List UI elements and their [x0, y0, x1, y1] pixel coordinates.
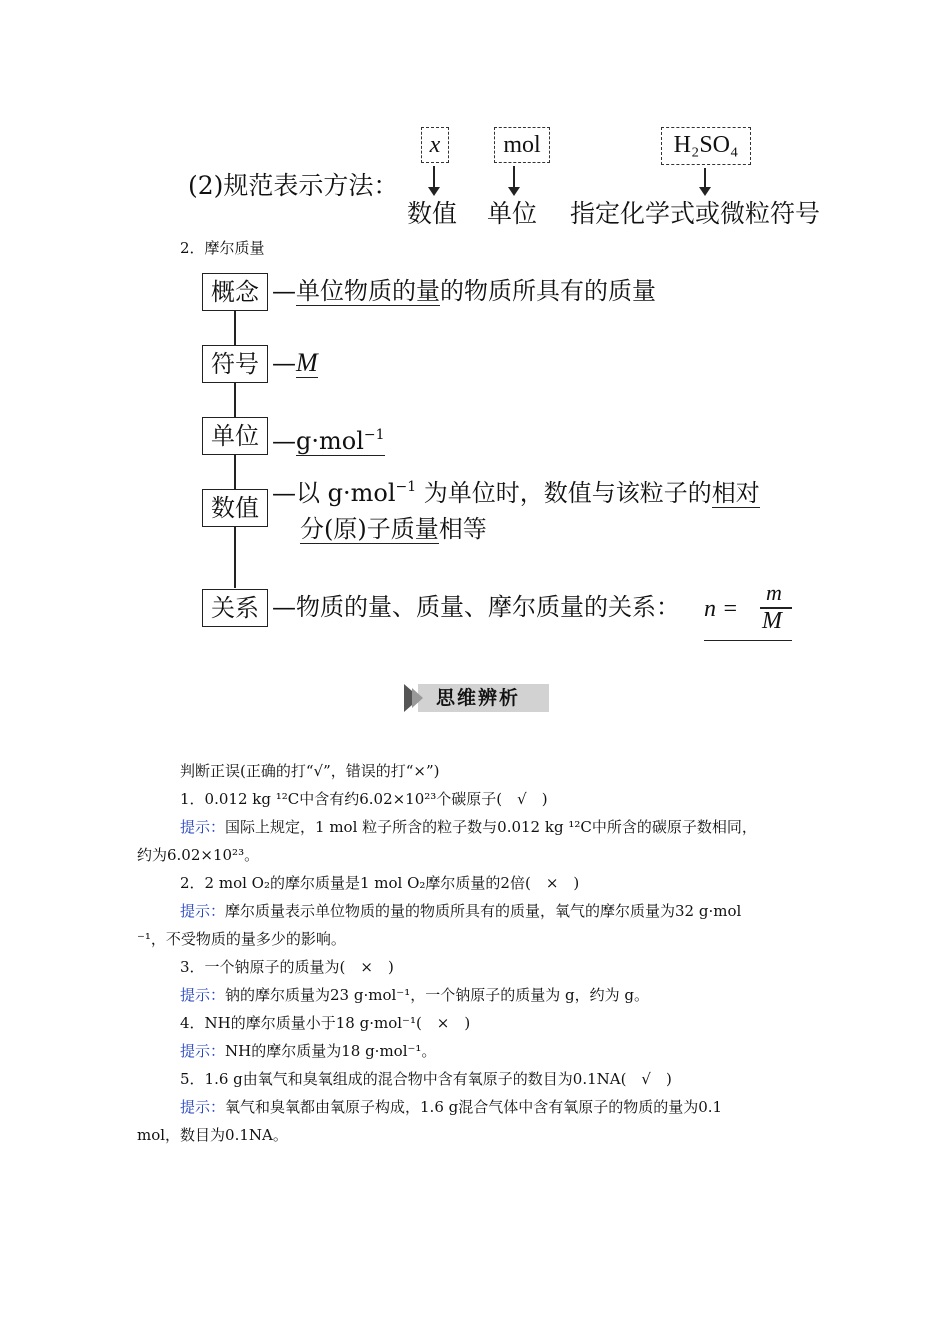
arrow-down-icon	[704, 168, 706, 188]
formula-lhs: n =	[704, 596, 739, 622]
hint-3: 提示：钠的摩尔质量为23 g·mol⁻¹，一个钠原子的质量为 g，约为 g。	[180, 986, 649, 1004]
hint-label: 提示：	[180, 818, 226, 836]
label-gainian: 概念	[202, 273, 268, 311]
shuzhi-text-line2: 分(原)子质量相等	[300, 515, 487, 543]
hint-label: 提示：	[180, 1098, 226, 1116]
connector-line	[234, 454, 236, 490]
symbol-box-mol: mol	[494, 127, 550, 163]
connector-line	[234, 310, 236, 346]
shuzhi-text-line1: —以 g·mol$^{-1}$ 为单位时，数值与该粒子的相对	[272, 479, 760, 507]
connector-line	[234, 526, 236, 588]
arrow-down-icon	[513, 166, 515, 188]
hint-label: 提示：	[180, 902, 226, 920]
label-shuzhi: 数值	[202, 489, 268, 527]
notation-heading: (2)规范表示方法：	[188, 171, 399, 200]
hint-2-cont: ⁻¹，不受物质的量多少的影响。	[137, 930, 346, 948]
formula	[704, 582, 792, 641]
question-3: 3．一个钠原子的质量为( × )	[180, 958, 394, 976]
meaning-value: 数值	[407, 199, 458, 228]
fuhao-text: —M	[272, 348, 318, 377]
hint-1: 提示：国际上规定，1 mol 粒子所含的粒子数与0.012 kg ¹²C中所含的碳原子数相同，	[180, 818, 757, 836]
danwei-text: —g·mol$^{-1}$	[272, 427, 385, 455]
meaning-unit: 单位	[487, 199, 538, 228]
label-danwei: 单位	[202, 417, 268, 455]
gainian-text: —单位物质的量的物质所具有的质量	[272, 277, 656, 305]
hint-5: 提示：氧气和臭氧都由氧原子构成，1.6 g混合气体中含有氧原子的物质的量为0.1	[180, 1098, 723, 1116]
label-fuhao: 符号	[202, 345, 268, 383]
section-title: 2．摩尔质量	[180, 239, 265, 257]
question-4: 4．NH的摩尔质量小于18 g·mol⁻¹( × )	[180, 1014, 471, 1032]
guanxi-text: —物质的量、质量、摩尔质量的关系：	[272, 593, 680, 621]
arrow-down-icon	[433, 166, 435, 188]
hint-label: 提示：	[180, 1042, 226, 1060]
symbol-box-x: x	[421, 127, 449, 163]
question-5: 5．1.6 g由氧气和臭氧组成的混合物中含有氧原子的数目为0.1NA( √ )	[180, 1070, 672, 1088]
symbol-box-h2so4: H₂SO₄	[661, 127, 751, 165]
label-guanxi: 关系	[202, 589, 268, 627]
hint-1-cont: 约为6.02×10²³。	[137, 846, 260, 864]
connector-line	[234, 382, 236, 418]
intro-text: 判断正误(正确的打“√”，错误的打“×”)	[180, 762, 440, 780]
question-1: 1．0.012 kg ¹²C中含有约6.02×10²³个碳原子( √ )	[180, 790, 548, 808]
hint-2: 提示：摩尔质量表示单位物质的量的物质所具有的质量，氧气的摩尔质量为32 g·mol	[180, 902, 742, 920]
hint-5-cont: mol，数目为0.1NA。	[137, 1126, 288, 1144]
chevron-right-icon	[412, 688, 423, 708]
formula-numerator: m	[766, 580, 782, 605]
hint-label: 提示：	[180, 986, 226, 1004]
banner-title: 思维辨析	[436, 687, 521, 709]
formula-denominator: M	[762, 608, 782, 634]
question-2: 2．2 mol O₂的摩尔质量是1 mol O₂摩尔质量的2倍( × )	[180, 874, 580, 892]
meaning-symbol: 指定化学式或微粒符号	[570, 199, 821, 228]
hint-4: 提示：NH的摩尔质量为18 g·mol⁻¹。	[180, 1042, 437, 1060]
section-banner	[404, 684, 549, 712]
